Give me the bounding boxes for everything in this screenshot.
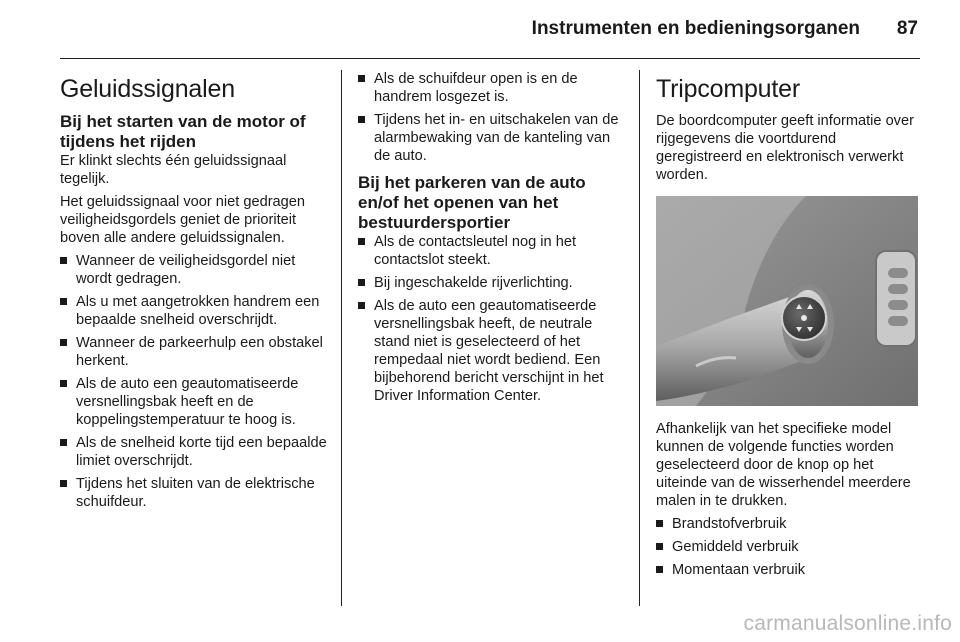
- square-bullet-icon: [60, 439, 67, 446]
- list-item: [656, 538, 920, 556]
- page-header: [0, 0, 960, 60]
- list-item: [60, 252, 328, 288]
- list-item-text: Momentaan verbruik: [672, 562, 806, 578]
- list-item-text: Als de schuifdeur open is en de handrem losgezet is.: [374, 71, 578, 105]
- list-item: [358, 297, 624, 405]
- list-item: [60, 475, 328, 511]
- square-bullet-icon: [656, 566, 663, 573]
- list-item-text: Als de contactsleutel nog in het contactslot steekt.: [374, 234, 577, 268]
- list-item: [60, 434, 328, 470]
- list-item: [656, 561, 920, 579]
- list-item-text: Tijdens het in- en uitschakelen van de alarmbewaking van de kanteling van de auto.: [374, 112, 619, 164]
- column-divider: [639, 70, 640, 606]
- square-bullet-icon: [358, 279, 365, 286]
- body-paragraph: Afhankelijk van het specifieke model kunnen de volgende functies worden geselecteerd door de knop op het uiteinde van de wisserhendel meerdere malen in te drukken.: [656, 421, 911, 509]
- list-item: [358, 274, 624, 292]
- list-item-text: Als u met aangetrokken handrem een bepaalde snelheid overschrijdt.: [76, 294, 320, 328]
- header-rule: [60, 58, 920, 59]
- list-item: [60, 293, 328, 329]
- list-item: [60, 334, 328, 370]
- list-item-text: Wanneer de veiligheidsgordel niet wordt gedragen.: [76, 253, 296, 287]
- column-2: [358, 70, 624, 410]
- list-item: [358, 70, 624, 106]
- section-title-geluidssignalen: Geluidssignalen: [60, 75, 235, 103]
- bullet-list: [358, 70, 624, 165]
- square-bullet-icon: [656, 543, 663, 550]
- square-bullet-icon: [358, 238, 365, 245]
- square-bullet-icon: [656, 520, 663, 527]
- bullet-list: [358, 233, 624, 405]
- column-1: [60, 70, 328, 516]
- square-bullet-icon: [60, 257, 67, 264]
- subsection-title-parkeren: Bij het parkeren van de auto en/of het openen van het bestuurdersportier: [358, 173, 586, 232]
- bullet-list: [656, 515, 920, 579]
- paragraph: Het geluidssignaal voor niet gedragen veiligheidsgordels geniet de prioriteit boven alle andere geluidssignalen.: [60, 194, 306, 246]
- list-item: [358, 233, 624, 269]
- watermark: carmanualsonline.info: [743, 612, 952, 635]
- square-bullet-icon: [60, 480, 67, 487]
- square-bullet-icon: [358, 302, 365, 309]
- list-item-text: Als de snelheid korte tijd een bepaalde limiet overschrijdt.: [76, 435, 327, 469]
- list-item-text: Bij ingeschakelde rijverlichting.: [374, 275, 573, 291]
- list-item-text: Gemiddeld verbruik: [672, 539, 799, 555]
- bullet-list: [60, 252, 328, 511]
- list-item-text: Tijdens het sluiten van de elektrische schuifdeur.: [76, 476, 315, 510]
- page-number: 87: [896, 18, 918, 39]
- square-bullet-icon: [60, 298, 67, 305]
- paragraph: Er klinkt slechts één geluidssignaal tegelijk.: [60, 153, 287, 187]
- list-item-text: Als de auto een geautomatiseerde versnellingsbak heeft en de koppelingstemperatuur te hoog is.: [76, 376, 299, 428]
- wiper-stalk-button-photo: [656, 196, 918, 406]
- list-item: [358, 111, 624, 165]
- square-bullet-icon: [358, 75, 365, 82]
- square-bullet-icon: [60, 380, 67, 387]
- square-bullet-icon: [60, 339, 67, 346]
- header-title: Instrumenten en bedieningsorganen: [531, 18, 860, 39]
- column-divider: [341, 70, 342, 606]
- list-item-text: Wanneer de parkeerhulp een obstakel herkent.: [76, 335, 323, 369]
- section-title-tripcomputer: Tripcomputer: [656, 75, 800, 103]
- list-item: [656, 515, 920, 533]
- column-3: [656, 70, 920, 584]
- square-bullet-icon: [358, 116, 365, 123]
- intro-paragraph: De boordcomputer geeft informatie over rijgegevens die voortdurend geregistreerd en elektronisch verwerkt worden.: [656, 113, 914, 183]
- list-item-text: Als de auto een geautomatiseerde versnellingsbak heeft, de neutrale stand niet is geselecteerd of het rempedaal niet wordt bediend. Een bijbehorend bericht verschijnt in het Driver Information Center.: [374, 298, 604, 404]
- list-item: [60, 375, 328, 429]
- subsection-title-starten: Bij het starten van de motor of tijdens het rijden: [60, 112, 306, 151]
- list-item-text: Brandstofverbruik: [672, 516, 787, 532]
